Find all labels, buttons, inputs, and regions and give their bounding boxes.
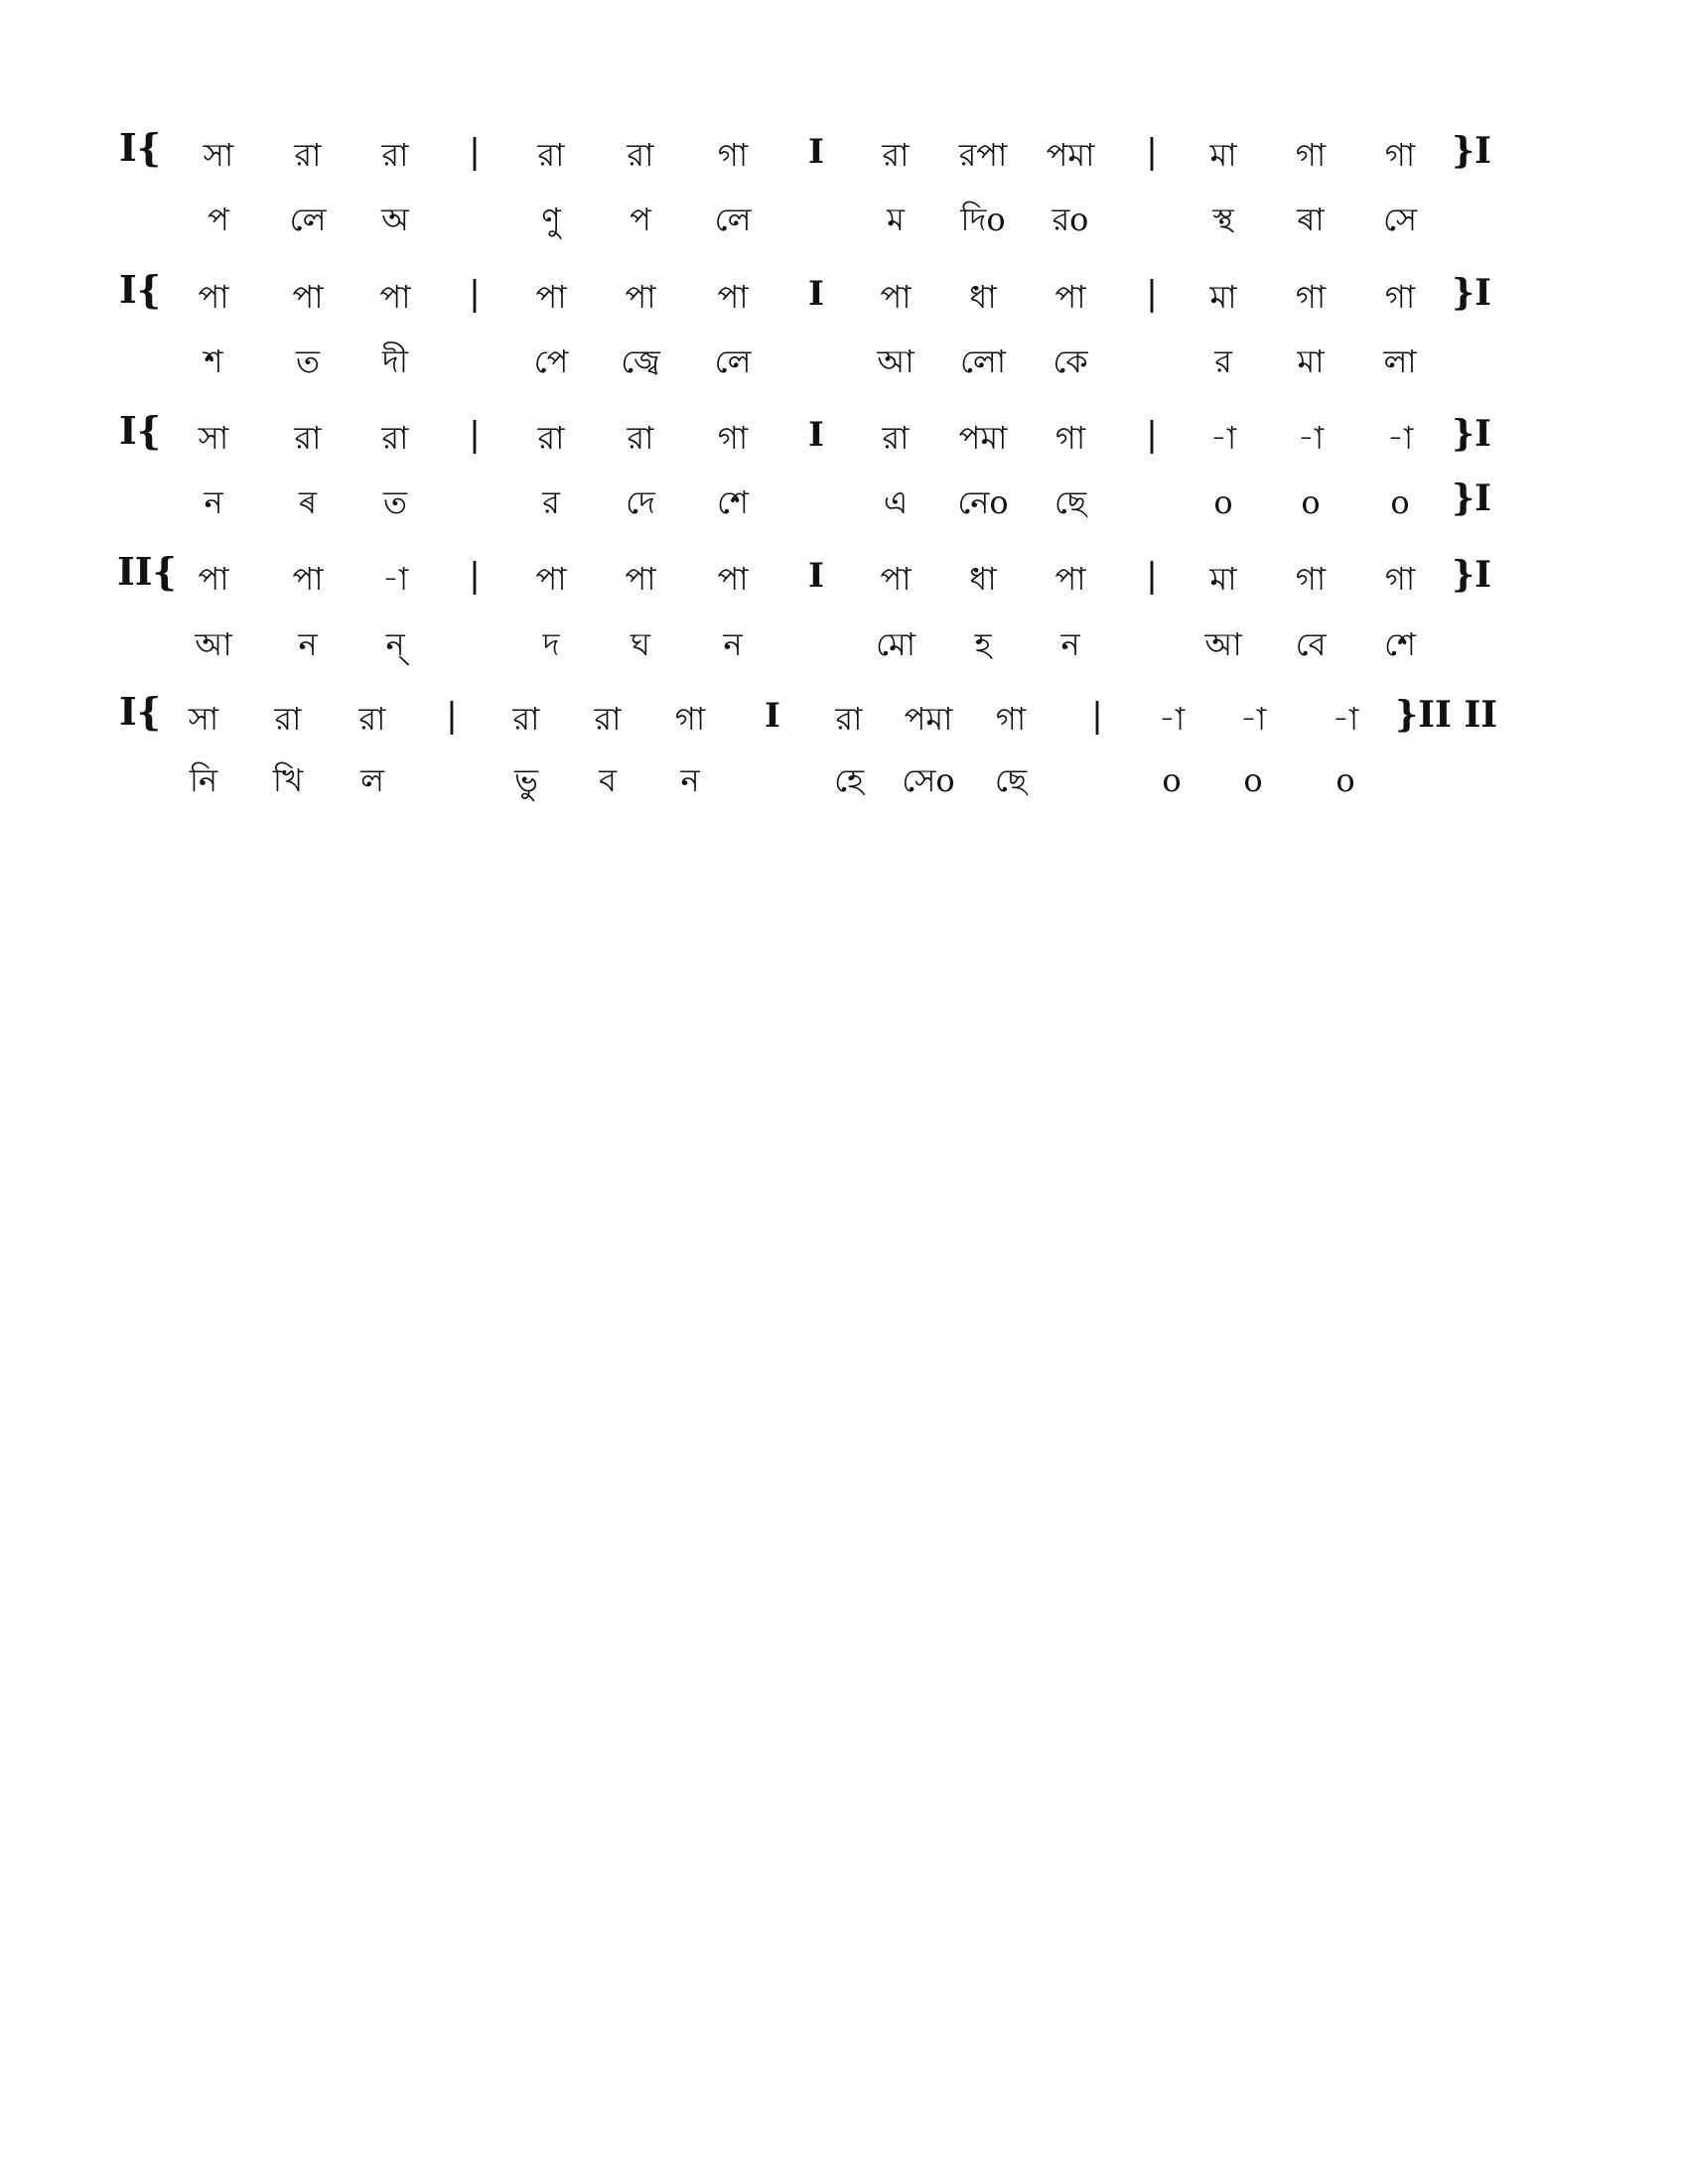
swaralipi-note: -া <box>1297 419 1325 457</box>
beat-bar: | <box>469 415 481 455</box>
beat-bar: | <box>1146 556 1158 596</box>
lyric-syllable: o <box>1162 761 1182 799</box>
swaralipi-note: রা <box>882 419 910 457</box>
beat-bar: | <box>1091 696 1103 736</box>
row-open-marker: I{ <box>119 689 162 734</box>
lyric-syllable: খি <box>272 761 304 799</box>
row-close-marker: }II II <box>1395 694 1498 736</box>
swaralipi-note: গা <box>1384 278 1416 316</box>
beat-bar: | <box>446 696 458 736</box>
lyric-syllable: লো <box>959 342 1007 380</box>
swaralipi-note: গা <box>1384 136 1416 174</box>
swaralipi-note: -া <box>381 560 409 598</box>
lyric-syllable: আ <box>877 342 914 380</box>
lyric-syllable: শে <box>1384 625 1416 663</box>
row-close-marker: }I <box>1452 130 1491 172</box>
row-close-marker: }I <box>1452 272 1491 314</box>
swaralipi-note: রা <box>274 700 302 738</box>
lyric-syllable: o <box>1390 483 1410 521</box>
beat-bar: | <box>469 274 481 314</box>
lyric-syllable: র <box>1214 342 1232 380</box>
lyric-syllable: ত <box>295 342 321 380</box>
swaralipi-note: গা <box>717 419 749 457</box>
swaralipi-note: ধা <box>969 560 997 598</box>
row-close-marker: }I <box>1452 554 1491 596</box>
lyric-syllable: ৰা <box>1297 201 1325 238</box>
lyric-syllable: রo <box>1052 201 1089 238</box>
lyric-syllable: লে <box>289 201 327 238</box>
swaralipi-note: রা <box>294 419 322 457</box>
lyric-syllable: সেo <box>902 761 955 799</box>
swaralipi-note: পা <box>717 560 749 598</box>
swaralipi-note: রা <box>381 419 409 457</box>
swaralipi-note: গা <box>717 136 749 174</box>
section-divider: I <box>808 415 824 455</box>
swaralipi-note: পা <box>625 560 656 598</box>
swaralipi-note: ধা <box>969 278 997 316</box>
lyric-syllable: লা <box>1383 342 1417 380</box>
lyric-syllable: o <box>1243 761 1263 799</box>
swaralipi-note: -া <box>1386 419 1414 457</box>
swaralipi-note: -া <box>1332 700 1359 738</box>
lyric-syllable: প <box>208 201 229 238</box>
lyric-syllable: ছে <box>994 761 1028 799</box>
row-open-marker: I{ <box>119 125 162 170</box>
lyric-syllable: লে <box>714 201 752 238</box>
swaralipi-note: পা <box>535 278 567 316</box>
beat-bar: | <box>1146 415 1158 455</box>
swaralipi-note: পা <box>535 560 567 598</box>
swaralipi-note: -া <box>1239 700 1267 738</box>
swaralipi-note: সা <box>198 419 229 457</box>
lyric-syllable: o <box>1213 483 1233 521</box>
swaralipi-note: পমা <box>1046 136 1095 174</box>
swaralipi-note: পা <box>717 278 749 316</box>
lyric-syllable: ন <box>723 625 743 663</box>
lyric-syllable: দ <box>542 625 560 663</box>
lyric-syllable: ন <box>204 483 223 521</box>
lyric-syllable: দী <box>382 342 408 380</box>
lyric-syllable: ণু <box>541 201 561 238</box>
lyric-syllable: নি <box>189 761 218 799</box>
swaralipi-note: রপা <box>958 136 1008 174</box>
lyric-syllable: o <box>1301 483 1321 521</box>
swaralipi-note: রা <box>358 700 386 738</box>
beat-bar: | <box>1146 274 1158 314</box>
swaralipi-note: পা <box>880 278 912 316</box>
beat-bar: | <box>469 556 481 596</box>
section-divider: I <box>808 274 824 314</box>
swaralipi-note: পমা <box>958 419 1008 457</box>
row-open-marker: I{ <box>119 408 162 453</box>
swaralipi-note: পা <box>379 278 411 316</box>
swaralipi-note: -া <box>1158 700 1186 738</box>
swaralipi-note: গা <box>995 700 1027 738</box>
swaralipi-note: সা <box>188 700 219 738</box>
swaralipi-note: পা <box>198 560 229 598</box>
swaralipi-note: পমা <box>904 700 953 738</box>
lyric-syllable: লে <box>714 342 752 380</box>
lyric-syllable: ন <box>298 625 318 663</box>
swaralipi-note: রা <box>627 136 654 174</box>
swaralipi-note: পা <box>625 278 656 316</box>
lyric-syllable: ল <box>360 761 384 799</box>
lyric-syllable: ন <box>1060 625 1080 663</box>
lyric-syllable: সে <box>1382 201 1418 238</box>
swaralipi-note: সা <box>203 136 234 174</box>
lyric-syllable: ৰ <box>298 483 318 521</box>
beat-bar: | <box>469 132 481 172</box>
swaralipi-note: পা <box>292 560 324 598</box>
row-open-marker: II{ <box>117 549 177 594</box>
lyric-syllable: ছে <box>1054 483 1087 521</box>
swaralipi-note: গা <box>1384 560 1416 598</box>
lyric-syllable: আ <box>1204 625 1242 663</box>
swaralipi-note: পা <box>198 278 229 316</box>
swaralipi-note: গা <box>1295 136 1327 174</box>
row-close-marker: }I <box>1452 413 1491 455</box>
swaralipi-note: রা <box>512 700 540 738</box>
swaralipi-note: গা <box>1295 278 1327 316</box>
swaralipi-note: রা <box>537 136 565 174</box>
swaralipi-note: পা <box>292 278 324 316</box>
lyric-syllable: ম <box>887 201 905 238</box>
lyric-syllable: শ <box>204 342 223 380</box>
swaralipi-note: রা <box>627 419 654 457</box>
lyric-syllable: হে <box>834 761 864 799</box>
swaralipi-note: মা <box>1209 136 1237 174</box>
lyric-syllable: ত <box>382 483 408 521</box>
lyric-syllable: ন্ <box>385 625 405 663</box>
swaralipi-note: মা <box>1209 278 1237 316</box>
swaralipi-note: রা <box>882 136 910 174</box>
lyric-syllable: কে <box>1053 342 1088 380</box>
swaralipi-note: -া <box>1209 419 1237 457</box>
lyric-syllable: মা <box>1297 342 1325 380</box>
section-divider: I <box>808 556 824 596</box>
swaralipi-note: গা <box>674 700 706 738</box>
lyric-syllable: দে <box>626 483 655 521</box>
lyric-syllable: র <box>542 483 560 521</box>
lyric-syllable: ন <box>680 761 700 799</box>
swaralipi-note: পা <box>1055 560 1086 598</box>
beat-bar: | <box>1146 132 1158 172</box>
lyric-syllable: বে <box>1295 625 1327 663</box>
row-close-marker: }I <box>1452 478 1491 519</box>
lyric-syllable: ঘ <box>631 625 650 663</box>
lyric-syllable: নেo <box>957 483 1009 521</box>
swaralipi-note: রা <box>537 419 565 457</box>
lyric-syllable: পে <box>533 342 569 380</box>
section-divider: I <box>808 132 824 172</box>
lyric-syllable: ব <box>599 761 617 799</box>
section-divider: I <box>765 696 780 736</box>
swaralipi-note: রা <box>835 700 863 738</box>
swaralipi-note: গা <box>1295 560 1327 598</box>
swaralipi-note: রা <box>294 136 322 174</box>
swaralipi-note: পা <box>1055 278 1086 316</box>
lyric-syllable: o <box>1336 761 1355 799</box>
swaralipi-note: রা <box>594 700 622 738</box>
swaralipi-note: মা <box>1209 560 1237 598</box>
swaralipi-note: পা <box>880 560 912 598</box>
lyric-syllable: শে <box>717 483 749 521</box>
lyric-syllable: আ <box>195 625 232 663</box>
lyric-syllable: জ্বে <box>621 342 660 380</box>
lyric-syllable: অ <box>381 201 409 238</box>
lyric-syllable: এ <box>883 483 909 521</box>
swaralipi-note: রা <box>381 136 409 174</box>
swaralipi-note: গা <box>1055 419 1086 457</box>
lyric-syllable: প <box>630 201 651 238</box>
row-open-marker: I{ <box>119 267 162 312</box>
lyric-syllable: মো <box>875 625 916 663</box>
lyric-syllable: হ <box>974 625 992 663</box>
lyric-syllable: স্থ <box>1212 201 1234 238</box>
lyric-syllable: ভু <box>514 761 538 799</box>
lyric-syllable: দিo <box>960 201 1006 238</box>
